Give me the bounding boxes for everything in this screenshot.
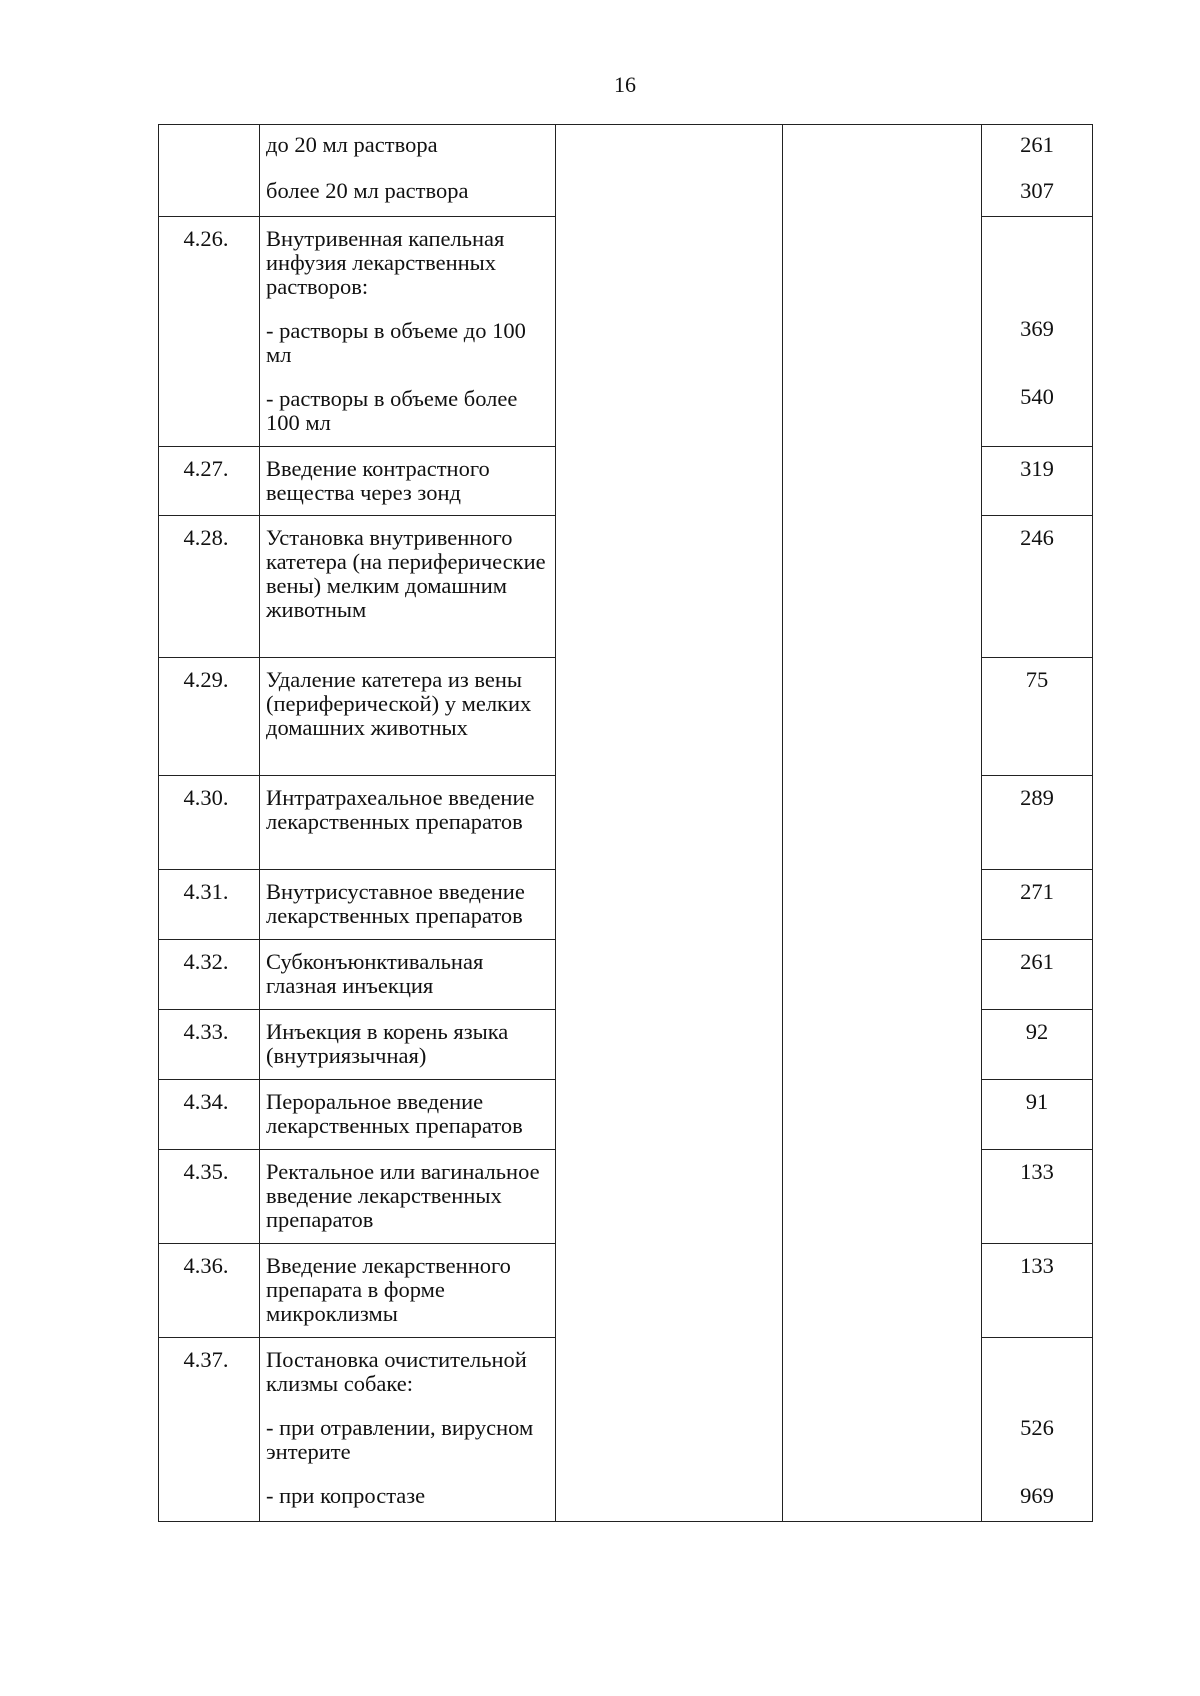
row-number: 4.37. — [159, 1338, 260, 1522]
service-title: Внутривенная капельная инфузия лекарственных растворов: — [266, 226, 505, 299]
row-number: 4.34. — [159, 1080, 260, 1150]
price-value: 91 — [982, 1080, 1093, 1150]
price-value: 92 — [982, 1010, 1093, 1080]
page-number: 16 — [614, 72, 636, 97]
service-name: Введение контрастного вещества через зонд — [260, 447, 556, 516]
row-number: 4.28. — [159, 516, 260, 658]
row-number: 4.36. — [159, 1244, 260, 1338]
row-number — [159, 125, 260, 217]
price-value: 289 — [982, 776, 1093, 870]
price-value: 307 — [1020, 178, 1054, 203]
service-name: Удаление катетера из вены (периферической) у мелких домашних животных — [260, 658, 556, 776]
row-number: 4.26. — [159, 217, 260, 447]
price-value: 526 — [1020, 1415, 1054, 1440]
price-value: 319 — [982, 447, 1093, 516]
price-value: 369 — [1020, 316, 1054, 341]
service-title: Постановка очистительной клизмы собаке: — [266, 1347, 527, 1396]
price-value: 261 — [1020, 132, 1054, 157]
service-name: Субконъюнктивальная глазная инъекция — [260, 940, 556, 1010]
service-name: Интратрахеальное введение лекарственных препаратов — [260, 776, 556, 870]
table-row — [159, 125, 1093, 217]
service-name: Инъекция в корень языка (внутриязычная) — [260, 1010, 556, 1080]
service-subitem: - при копростазе — [266, 1483, 426, 1508]
service-subitem: до 20 мл раствора — [266, 132, 438, 157]
price-value: 271 — [982, 870, 1093, 940]
service-name — [260, 1338, 556, 1522]
row-number: 4.33. — [159, 1010, 260, 1080]
row-number: 4.29. — [159, 658, 260, 776]
empty-column-b — [783, 125, 982, 1522]
row-number: 4.35. — [159, 1150, 260, 1244]
price-table — [158, 124, 1093, 1522]
price-cell — [982, 1338, 1093, 1522]
price-cell — [982, 217, 1093, 447]
service-name — [260, 217, 556, 447]
service-subitem: - растворы в объеме до 100 мл — [266, 318, 526, 367]
service-subitem: более 20 мл раствора — [266, 178, 469, 203]
empty-column-a — [556, 125, 783, 1522]
row-number: 4.32. — [159, 940, 260, 1010]
service-name — [260, 125, 556, 217]
service-name: Установка внутривенного катетера (на периферические вены) мелким домашним животным — [260, 516, 556, 658]
price-value: 540 — [1020, 384, 1054, 409]
service-subitem: - растворы в объеме более 100 мл — [266, 386, 518, 435]
price-value: 246 — [982, 516, 1093, 658]
price-value: 75 — [982, 658, 1093, 776]
service-name: Ректальное или вагинальное введение лекарственных препаратов — [260, 1150, 556, 1244]
price-value: 969 — [1020, 1483, 1054, 1508]
price-cell — [982, 125, 1093, 217]
service-subitem: - при отравлении, вирусном энтерите — [266, 1415, 534, 1464]
row-number: 4.30. — [159, 776, 260, 870]
price-value: 261 — [982, 940, 1093, 1010]
row-number: 4.31. — [159, 870, 260, 940]
row-number: 4.27. — [159, 447, 260, 516]
service-name: Введение лекарственного препарата в форме микроклизмы — [260, 1244, 556, 1338]
price-value: 133 — [982, 1244, 1093, 1338]
price-value: 133 — [982, 1150, 1093, 1244]
service-name: Пероральное введение лекарственных препаратов — [260, 1080, 556, 1150]
service-name: Внутрисуставное введение лекарственных препаратов — [260, 870, 556, 940]
